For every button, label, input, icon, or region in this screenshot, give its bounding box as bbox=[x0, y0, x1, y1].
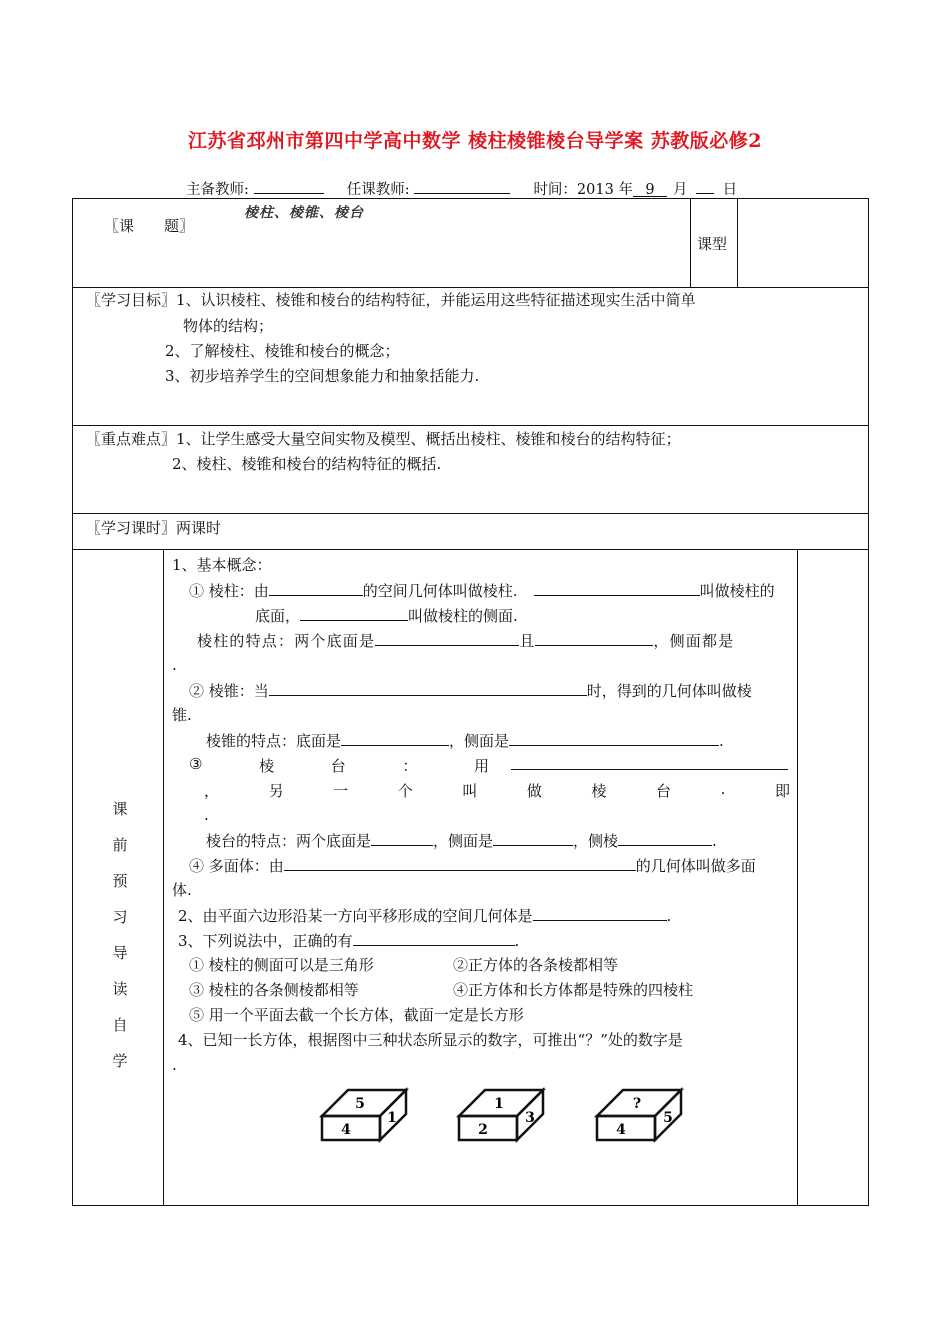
side-char: 习 bbox=[112, 908, 128, 926]
objectives-line1b: 物体的结构； bbox=[183, 317, 274, 335]
month-value: 9 bbox=[633, 182, 667, 197]
side-char: 预 bbox=[112, 872, 128, 890]
pyramid-def-line1: ② 棱锥：当 时，得到的几何体叫做棱 bbox=[189, 682, 752, 700]
hours-value: 两课时 bbox=[176, 519, 222, 537]
meta-line bbox=[186, 178, 737, 199]
month-label: 月 bbox=[672, 182, 688, 198]
frustum-blank bbox=[511, 769, 788, 770]
cuboid-figure-3 bbox=[593, 1086, 687, 1144]
type-label: 课型 bbox=[697, 235, 728, 253]
prism-def-line2: 底面， 叫做棱柱的侧面. bbox=[255, 607, 518, 625]
row-sep-1 bbox=[72, 287, 869, 288]
box1-top: 5 bbox=[355, 1096, 365, 1112]
time-label: 时间：2013 年 bbox=[533, 182, 633, 198]
row-sep-3 bbox=[72, 513, 869, 514]
box3-top: ? bbox=[632, 1096, 642, 1112]
lead-teacher-label: 主备教师: bbox=[186, 182, 249, 198]
box1-front: 4 bbox=[341, 1122, 351, 1138]
dot: . bbox=[172, 1056, 177, 1074]
table-right bbox=[868, 198, 869, 1206]
question-4: 4、已知一长方体，根据图中三种状态所显示的数字，可推出“？”处的数字是 bbox=[178, 1031, 683, 1049]
objectives-line2: 2、了解棱柱、棱锥和棱台的概念； bbox=[165, 342, 400, 360]
keypoints-line1: 〖重点难点〗1、让学生感受大量空间实物及模型、概括出棱柱、棱锥和棱台的结构特征； bbox=[86, 430, 681, 448]
box3-front: 4 bbox=[616, 1122, 626, 1138]
side-char: 课 bbox=[112, 800, 128, 818]
row-sep-4 bbox=[72, 549, 869, 550]
objectives-line1: 〖学习目标〗1、认识棱柱、棱锥和棱台的结构特征，并能运用这些特征描述现实生活中简单 bbox=[86, 291, 696, 309]
side-char: 读 bbox=[112, 980, 128, 998]
topic-handwritten: 棱柱、棱锥、棱台 bbox=[244, 205, 364, 221]
frustum-def-line1: ③ 棱 台 ： 用 bbox=[189, 755, 489, 775]
option-3: ③ 棱柱的各条侧棱都相等 bbox=[189, 981, 359, 999]
prism-features: 棱柱的特点：两个底面是 且 ，侧面都是 bbox=[197, 632, 735, 650]
hours-line bbox=[86, 518, 221, 538]
day-label: 日 bbox=[722, 182, 738, 198]
side-char: 前 bbox=[112, 836, 128, 854]
option-2: ②正方体的各条棱都相等 bbox=[453, 956, 619, 974]
objectives-line3: 3、初步培养学生的空间想象能力和抽象括能力. bbox=[165, 367, 480, 385]
type-col-sep bbox=[737, 198, 738, 288]
box2-top: 1 bbox=[494, 1096, 504, 1112]
option-5: ⑤ 用一个平面去截一个长方体，截面一定是长方形 bbox=[189, 1006, 524, 1024]
option-1: ① 棱柱的侧面可以是三角形 bbox=[189, 956, 374, 974]
option-4: ④正方体和长方体都是特殊的四棱柱 bbox=[453, 981, 694, 999]
teacher-blank bbox=[414, 179, 510, 194]
box1-side: 1 bbox=[387, 1110, 397, 1126]
keypoints-label: 〖重点难点〗 bbox=[86, 430, 177, 448]
table-left bbox=[72, 198, 73, 1206]
prism-def-line1: ① 棱柱：由 的空间几何体叫做棱柱. 叫做棱柱的 bbox=[189, 582, 775, 600]
pyramid-def-line2: 锥. bbox=[172, 706, 192, 724]
dot: . bbox=[172, 656, 177, 674]
frustum-def-line2: ， 另 一 个 叫 做 棱 台 . 即 bbox=[204, 780, 790, 800]
topic-col-sep bbox=[690, 198, 691, 288]
heading-basic-concepts: 1、基本概念： bbox=[172, 556, 272, 574]
lead-teacher-blank bbox=[254, 179, 324, 194]
polyhedron-def-line1: ④ 多面体：由 的几何体叫做多面 bbox=[189, 857, 756, 875]
hours-label: 〖学习课时〗 bbox=[86, 519, 177, 537]
question-3: 3、下列说法中，正确的有 . bbox=[178, 932, 520, 950]
topic-label: 〖课 题〗 bbox=[104, 217, 195, 235]
objectives-label: 〖学习目标〗 bbox=[86, 291, 177, 309]
row-sep-2 bbox=[72, 425, 869, 426]
box2-side: 3 bbox=[525, 1110, 535, 1126]
polyhedron-def-line2: 体. bbox=[172, 881, 192, 899]
page-title: 江苏省邳州市第四中学高中数学 棱柱棱锥棱台导学案 苏教版必修2 bbox=[188, 130, 762, 152]
question-2: 2、由平面六边形沿某一方向平移形成的空间几何体是 . bbox=[178, 907, 672, 925]
side-char: 自 bbox=[112, 1016, 128, 1034]
dot: . bbox=[204, 806, 209, 824]
frustum-features: 棱台的特点：两个底面是 ，侧面是 ，侧棱 . bbox=[206, 832, 717, 850]
table-top bbox=[72, 198, 869, 199]
box2-front: 2 bbox=[478, 1122, 488, 1138]
teacher-label: 任课教师: bbox=[346, 182, 410, 198]
table-bottom bbox=[72, 1205, 869, 1206]
notes-col-sep bbox=[797, 549, 798, 1206]
cuboid-figure-1 bbox=[318, 1086, 412, 1144]
day-blank bbox=[696, 179, 714, 194]
pyramid-features: 棱锥的特点：底面是 ，侧面是 . bbox=[206, 732, 724, 750]
box3-side: 5 bbox=[663, 1110, 673, 1126]
side-col-sep bbox=[163, 549, 164, 1206]
cuboid-figure-2 bbox=[455, 1086, 549, 1144]
side-char: 导 bbox=[112, 944, 128, 962]
side-char: 学 bbox=[112, 1052, 128, 1070]
keypoints-line2: 2、棱柱、棱锥和棱台的结构特征的概括. bbox=[172, 455, 442, 473]
